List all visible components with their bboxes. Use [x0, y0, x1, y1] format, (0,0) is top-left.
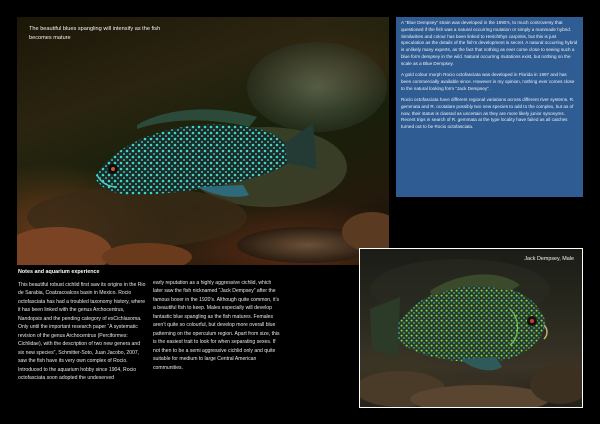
- article-paragraph-2: early reputation as a highly aggressive cichlid, which later saw the fish nicknamed “Jack Dempsey” after the famous boxer in the 1920’s. Although quite common, it’s a beautiful fish to keep. Males especially will develop fantastic blue spangling as the fish matures. Females aren’t quite so colourful, but develop more overall blue patterning on the operculum region. Apart from size, this is the easiest trait to look for when separating sexes. If not then to be a semi aggressive cichlid only and quite suitable for medium to large Central American communities.: [153, 280, 280, 371]
- top-fish-photo: [17, 17, 389, 265]
- article-paragraph-1: This beautiful robust cichlid first saw its origins in the Rio de Sarabia, Coatzacoalcos basin in Mexico. Rocio octofasciata has had a troubled taxonomy history, where it has been linked with the genus Archocentrus, Nandopsis and the pending category of exCichlasoma. Only until the important research paper “A systematic revision of the genus Archocentrus (Perciformes: Cichlidae), with the description of two new genera and six new species”, Schmitter-Soto, Juan Jacobo, 2007, saw the fish have its very own complex of Rocio. Introduced to the aquarium hobby since 1904, Rocio octofasciata soon adopted the undeserved: [18, 281, 146, 381]
- article-column-2: [153, 279, 280, 372]
- bottom-fish-illustration: [360, 249, 582, 407]
- bottom-photo-caption: Jack Dempsey, Male: [524, 256, 574, 262]
- bottom-right-fish-photo: [360, 249, 582, 407]
- sidebar-info-box: [396, 17, 583, 197]
- top-photo-caption: The beautiful blues spangling will intensify as the fish becomes mature: [29, 26, 161, 41]
- article-column-1: [18, 268, 146, 382]
- sidebar-paragraph-regional-variations: Rocio octofasciata have different regional variations across different river systems. R. gemmata and R. ocotalare possibly two new species to add to the complex, but as of now, their status is classed as uncertain as they are more likely junior synonyms. Recent trips in search of R. gemmata at the type locality have failed as all catches turned out to be Rocio octofasciata.: [401, 96, 575, 130]
- article-heading: Notes and aquarium experience: [18, 269, 100, 275]
- sidebar-paragraph-blue-dempsey: A “Blue Dempsey” strain was developed in the 1990’s, to much controversy that questioned if the fish was a natural occurring mutation or simply a manmade hybrid. Similarities and colour has been linked to Herichthys carpintis, but this is just speculation as the details of the fish’s development is secret. A natural occurring hybrid is unlikely many experts, as the fact that nothing as ever come close to seeing such a blue form dempsey in the wild. Natural occurring mutations exist, but nothing on the scale as a Blue Dempsey.: [401, 20, 578, 66]
- top-fish-illustration: [17, 17, 389, 265]
- sidebar-paragraph-gold-morph: A gold colour morph Rocio octofasciata was developed in Florida in 1997 and has been commercially available since. However in my opinion, nothing ever comes close to the natural looking form “Jack Dempsey”.: [401, 72, 575, 91]
